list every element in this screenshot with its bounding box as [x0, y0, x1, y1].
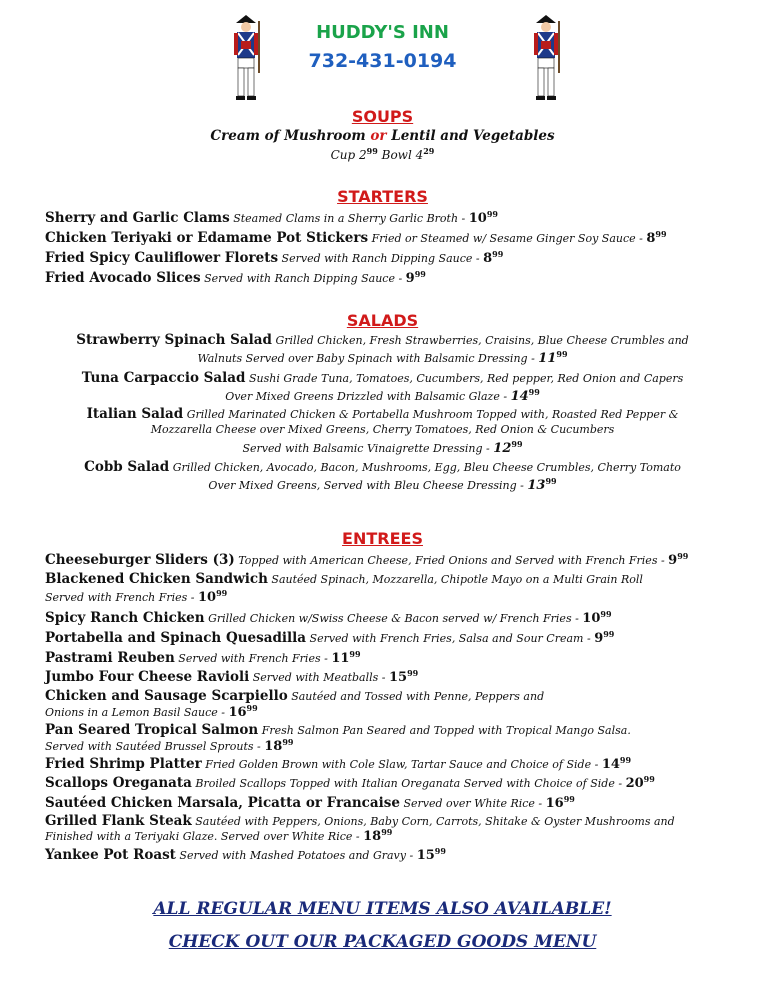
restaurant-phone: 732-431-0194 [308, 50, 457, 72]
entree-item: Pastrami Reuben Served with French Fries - $11^{99}$ [45, 649, 361, 666]
entree-item: Fried Shrimp Platter Fried Golden Brown with Cole Slaw, Tartar Sauce and Choice of Side - $14^{99}$ [45, 755, 632, 772]
salad-item-cont: Served with Balsamic Vinaigrette Dressing - $12^{99}$ [242, 439, 523, 456]
salad-item-cont: Walnuts Served over Baby Spinach with Balsamic Dressing - $11^{99}$ [197, 349, 568, 366]
soups-price-line: Cup $2^{99}$ Bowl $4^{29}$ [330, 146, 435, 162]
entree-item: Chicken and Sausage Scarpiello Sautéed and Tossed with Penne, Peppers and [45, 688, 545, 704]
entree-item: Scallops Oreganata Broiled Scallops Topped with Italian Oreganata Served with Choice of Side - $20^{99}$ [45, 774, 655, 791]
entrees-heading: ENTREES [342, 529, 423, 548]
entree-item: Cheeseburger Sliders (3) Topped with American Cheese, Fried Onions and Served with French Fries - $9^{99}$ [45, 551, 689, 568]
salad-item: Italian Salad Grilled Marinated Chicken & Portabella Mushroom Topped with, Roasted Red Pepper & [86, 406, 679, 422]
entree-item-cont: Onions in a Lemon Basil Sauce - $16^{99}$ [45, 703, 258, 720]
entree-item: Grilled Flank Steak Sautéed with Peppers, Onions, Baby Corn, Carrots, Shitake & Oyster Mushrooms and [45, 813, 675, 829]
soups-heading: SOUPS [351, 107, 414, 126]
salad-item: Cobb Salad Grilled Chicken, Avocado, Bacon, Mushrooms, Egg, Bleu Cheese Crumbles, Cherry Tomato [84, 459, 681, 475]
entree-item-cont: Served with French Fries - $10^{99}$ [45, 588, 228, 605]
entree-item: Portabella and Spinach Quesadilla Served with French Fries, Salsa and Sour Cream - $9^{99}$ [45, 629, 615, 646]
entree-item: Pan Seared Tropical Salmon Fresh Salmon Pan Seared and Topped with Tropical Mango Salsa. [45, 722, 631, 738]
salad-item: Strawberry Spinach Salad Grilled Chicken, Fresh Strawberries, Craisins, Blue Cheese Crumbles and [76, 332, 689, 348]
entree-item: Yankee Pot Roast Served with Mashed Potatoes and Gravy - $15^{99}$ [45, 846, 446, 863]
soups-line: Cream of Mushroom or Lentil and Vegetables [210, 128, 555, 144]
salad-item-cont: Over Mixed Greens Drizzled with Balsamic Glaze - $14^{99}$ [225, 387, 540, 404]
entree-item: Jumbo Four Cheese Ravioli Served with Meatballs - $15^{99}$ [45, 668, 419, 685]
entree-item: Spicy Ranch Chicken Grilled Chicken w/Swiss Cheese & Bacon served w/ French Fries - $10^{99}$ [45, 609, 612, 626]
regular-menu-notice: ALL REGULAR MENU ITEMS ALSO AVAILABLE! [153, 899, 612, 919]
packaged-goods-menu-link[interactable]: CHECK OUT OUR PACKAGED GOODS MENU [168, 932, 597, 952]
salad-item-cont: Mozzarella Cheese over Mixed Greens, Cherry Tomatoes, Red Onion & Cucumbers [150, 423, 615, 436]
salad-item-cont: Over Mixed Greens, Served with Bleu Cheese Dressing - $13^{99}$ [208, 476, 557, 493]
starters-heading: STARTERS [337, 187, 428, 206]
entree-item: Sautéed Chicken Marsala, Picatta or Francaise Served over White Rice - $16^{99}$ [45, 794, 575, 811]
entree-item: Blackened Chicken Sandwich Sautéed Spinach, Mozzarella, Chipotle Mayo on a Multi Grain Roll [45, 571, 643, 587]
starter-item: Fried Spicy Cauliflower Florets Served with Ranch Dipping Sauce - $8^{99}$ [45, 249, 504, 266]
starter-item: Sherry and Garlic Clams Steamed Clams in a Sherry Garlic Broth - $10^{99}$ [45, 209, 498, 226]
salads-heading: SALADS [346, 311, 419, 330]
entree-item-cont: Finished with a Teriyaki Glaze. Served over White Rice - $18^{99}$ [45, 827, 393, 844]
salad-item: Tuna Carpaccio Salad Sushi Grade Tuna, Tomatoes, Cucumbers, Red pepper, Red Onion and Capers [81, 370, 684, 386]
entree-item-cont: Served with Sautéed Brussel Sprouts - $18^{99}$ [45, 737, 294, 754]
starter-item: Fried Avocado Slices Served with Ranch Dipping Sauce - $9^{99}$ [45, 269, 426, 286]
restaurant-name: HUDDY'S INN [316, 22, 449, 43]
starter-item: Chicken Teriyaki or Edamame Pot Stickers Fried or Steamed w/ Sesame Ginger Soy Sauce - $8^{99}$ [45, 229, 667, 246]
